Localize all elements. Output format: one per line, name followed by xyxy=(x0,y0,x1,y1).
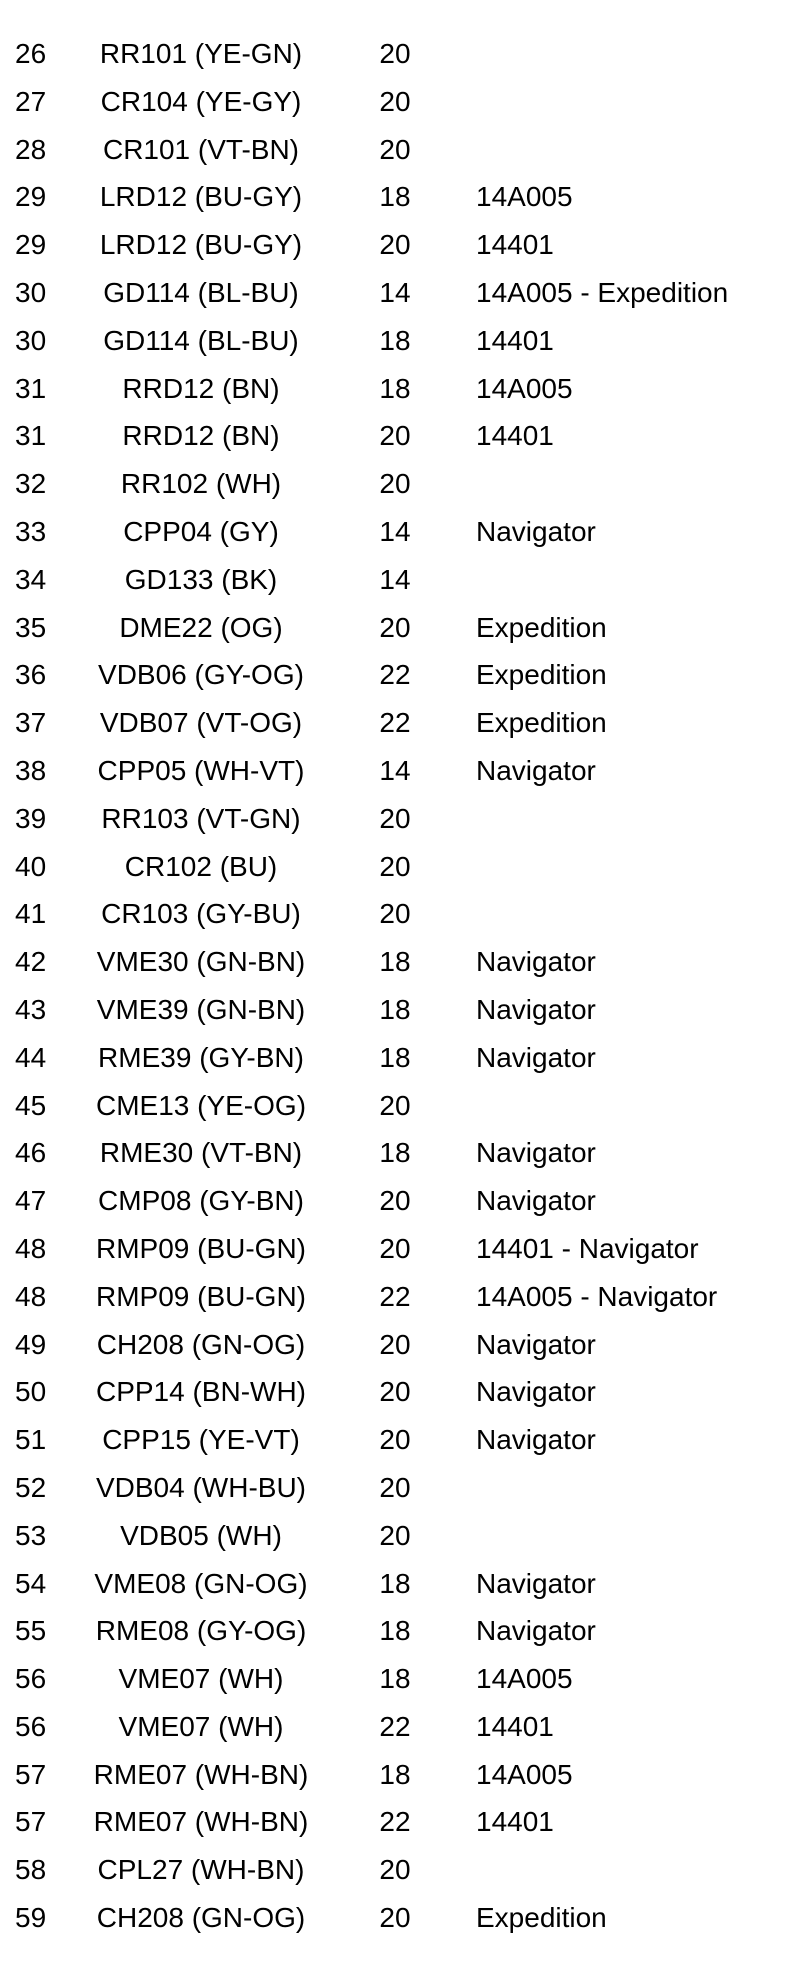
circuit-number-cell: 31 xyxy=(15,420,47,452)
table-row xyxy=(0,1416,788,1464)
wire-gauge-cell: 14 xyxy=(379,563,411,595)
wire-gauge-cell: 18 xyxy=(379,1663,411,1695)
application-note-cell: Navigator xyxy=(476,1424,596,1456)
wire-gauge-cell: 22 xyxy=(379,659,411,691)
table-row xyxy=(0,1703,788,1751)
wire-gauge-cell: 18 xyxy=(379,1567,411,1599)
circuit-code-cell: VME39 (GN-BN) xyxy=(96,993,306,1025)
circuit-code-cell: RR103 (VT-GN) xyxy=(101,802,301,834)
table-row xyxy=(0,1846,788,1894)
circuit-number-cell: 27 xyxy=(15,85,47,117)
circuit-code-cell: CPP15 (YE-VT) xyxy=(102,1424,300,1456)
circuit-code-cell: CPP05 (WH-VT) xyxy=(97,754,305,786)
application-note-cell: Expedition xyxy=(476,659,607,691)
table-row xyxy=(0,1225,788,1273)
application-note-cell: Expedition xyxy=(476,1902,607,1934)
circuit-number-cell: 44 xyxy=(15,1041,47,1073)
circuit-code-cell: LRD12 (BU-GY) xyxy=(99,229,303,261)
table-row xyxy=(0,986,788,1034)
circuit-number-cell: 53 xyxy=(15,1519,47,1551)
circuit-code-cell: CPP04 (GY) xyxy=(123,515,279,547)
circuit-number-cell: 43 xyxy=(15,993,47,1025)
application-note-cell: Navigator xyxy=(476,515,596,547)
circuit-code-cell: CR102 (BU) xyxy=(124,850,278,882)
application-note-cell: Expedition xyxy=(476,707,607,739)
table-row xyxy=(0,1368,788,1416)
table-row xyxy=(0,78,788,126)
wire-gauge-cell: 20 xyxy=(379,1519,411,1551)
circuit-code-cell: CH208 (GN-OG) xyxy=(96,1328,306,1360)
circuit-code-cell: CME13 (YE-OG) xyxy=(95,1089,307,1121)
application-note-cell: 14A005 xyxy=(476,372,573,404)
circuit-code-cell: CR101 (VT-BN) xyxy=(102,133,300,165)
wire-gauge-cell: 18 xyxy=(379,1041,411,1073)
circuit-code-cell: RR102 (WH) xyxy=(120,468,282,500)
wire-gauge-cell: 14 xyxy=(379,276,411,308)
table-row xyxy=(0,938,788,986)
wire-gauge-cell: 22 xyxy=(379,1280,411,1312)
circuit-code-cell: CR104 (YE-GY) xyxy=(100,85,302,117)
table-row xyxy=(0,269,788,317)
table-row xyxy=(0,1512,788,1560)
circuit-code-cell: GD114 (BL-BU) xyxy=(103,276,299,308)
application-note-cell: 14401 xyxy=(476,324,554,356)
circuit-number-cell: 58 xyxy=(15,1854,47,1886)
table-row xyxy=(0,699,788,747)
application-note-cell: Navigator xyxy=(476,993,596,1025)
wire-gauge-cell: 20 xyxy=(379,1376,411,1408)
table-row xyxy=(0,747,788,795)
circuit-code-cell: CPL27 (WH-BN) xyxy=(97,1854,305,1886)
application-note-cell: Navigator xyxy=(476,1376,596,1408)
circuit-code-cell: VME08 (GN-OG) xyxy=(94,1567,308,1599)
circuit-number-cell: 46 xyxy=(15,1137,47,1169)
circuit-code-cell: VME07 (WH) xyxy=(118,1710,284,1742)
application-note-cell: 14401 - Navigator xyxy=(476,1232,699,1264)
table-row xyxy=(0,1894,788,1942)
table-row xyxy=(0,1798,788,1846)
circuit-code-cell: CPP14 (BN-WH) xyxy=(95,1376,306,1408)
circuit-code-cell: VDB05 (WH) xyxy=(120,1519,282,1551)
circuit-number-cell: 40 xyxy=(15,850,47,882)
circuit-number-cell: 48 xyxy=(15,1232,47,1264)
table-row xyxy=(0,604,788,652)
circuit-number-cell: 45 xyxy=(15,1089,47,1121)
circuit-code-cell: RME07 (WH-BN) xyxy=(93,1758,309,1790)
wire-gauge-cell: 14 xyxy=(379,515,411,547)
wire-gauge-cell: 18 xyxy=(379,946,411,978)
application-note-cell: Navigator xyxy=(476,1328,596,1360)
circuit-code-cell: VME30 (GN-BN) xyxy=(96,946,306,978)
application-note-cell: Navigator xyxy=(476,1137,596,1169)
table-row xyxy=(0,556,788,604)
circuit-number-cell: 29 xyxy=(15,229,47,261)
circuit-number-cell: 28 xyxy=(15,133,47,165)
table-row xyxy=(0,173,788,221)
wire-gauge-cell: 20 xyxy=(379,133,411,165)
application-note-cell: Navigator xyxy=(476,1185,596,1217)
table-row xyxy=(0,1034,788,1082)
application-note-cell: Navigator xyxy=(476,946,596,978)
circuit-code-cell: RR101 (YE-GN) xyxy=(99,38,303,69)
wire-gauge-cell: 20 xyxy=(379,468,411,500)
circuit-number-cell: 59 xyxy=(15,1902,47,1934)
circuit-code-cell: RME07 (WH-BN) xyxy=(93,1806,309,1838)
wire-gauge-cell: 22 xyxy=(379,1806,411,1838)
application-note-cell: 14401 xyxy=(476,229,554,261)
table-row xyxy=(0,843,788,891)
table-row xyxy=(0,460,788,508)
wire-gauge-cell: 20 xyxy=(379,898,411,930)
wire-gauge-cell: 20 xyxy=(379,85,411,117)
circuit-number-cell: 55 xyxy=(15,1615,47,1647)
wire-gauge-cell: 20 xyxy=(379,1232,411,1264)
wire-gauge-cell: 20 xyxy=(379,1854,411,1886)
wire-gauge-cell: 18 xyxy=(379,993,411,1025)
table-row xyxy=(0,1751,788,1799)
application-note-cell: 14A005 - Navigator xyxy=(476,1280,718,1312)
circuit-code-cell: CR103 (GY-BU) xyxy=(101,898,301,930)
table-row xyxy=(0,1273,788,1321)
circuit-code-cell: RME08 (GY-OG) xyxy=(95,1615,307,1647)
circuit-number-cell: 48 xyxy=(15,1280,47,1312)
circuit-code-cell: RRD12 (BN) xyxy=(122,420,280,452)
wire-gauge-cell: 20 xyxy=(379,420,411,452)
wire-gauge-cell: 20 xyxy=(379,1902,411,1934)
circuit-number-cell: 57 xyxy=(15,1806,47,1838)
table-row xyxy=(0,1464,788,1512)
circuit-number-cell: 30 xyxy=(15,276,47,308)
application-note-cell: 14401 xyxy=(476,1806,554,1838)
wire-gauge-cell: 18 xyxy=(379,372,411,404)
circuit-table xyxy=(0,30,788,1942)
application-note-cell: 14A005 xyxy=(476,1758,573,1790)
table-row xyxy=(0,1321,788,1369)
wire-gauge-cell: 14 xyxy=(379,754,411,786)
circuit-number-cell: 50 xyxy=(15,1376,47,1408)
circuit-number-cell: 38 xyxy=(15,754,47,786)
wire-gauge-cell: 20 xyxy=(379,850,411,882)
circuit-number-cell: 41 xyxy=(15,898,47,930)
circuit-code-cell: RMP09 (BU-GN) xyxy=(95,1232,306,1264)
table-row xyxy=(0,126,788,174)
table-row xyxy=(0,1655,788,1703)
wire-gauge-cell: 18 xyxy=(379,181,411,213)
circuit-number-cell: 57 xyxy=(15,1758,47,1790)
application-note-cell: 14401 xyxy=(476,420,554,452)
circuit-code-cell: RMP09 (BU-GN) xyxy=(95,1280,306,1312)
table-row xyxy=(0,651,788,699)
circuit-number-cell: 54 xyxy=(15,1567,47,1599)
circuit-number-cell: 33 xyxy=(15,515,47,547)
circuit-number-cell: 35 xyxy=(15,611,47,643)
circuit-number-cell: 56 xyxy=(15,1710,47,1742)
circuit-number-cell: 32 xyxy=(15,468,47,500)
circuit-number-cell: 29 xyxy=(15,181,47,213)
circuit-code-cell: DME22 (OG) xyxy=(119,611,283,643)
circuit-code-cell: CMP08 (GY-BN) xyxy=(98,1185,304,1217)
table-row xyxy=(0,890,788,938)
table-row xyxy=(0,412,788,460)
table-row xyxy=(0,1129,788,1177)
application-note-cell: Expedition xyxy=(476,611,607,643)
wire-gauge-cell: 20 xyxy=(379,1471,411,1503)
circuit-number-cell: 51 xyxy=(15,1424,47,1456)
circuit-number-cell: 42 xyxy=(15,946,47,978)
circuit-number-cell: 47 xyxy=(15,1185,47,1217)
circuit-code-cell: GD114 (BL-BU) xyxy=(103,324,299,356)
circuit-code-cell: CH208 (GN-OG) xyxy=(96,1902,306,1934)
table-row xyxy=(0,1082,788,1130)
application-note-cell: 14A005 - Expedition xyxy=(476,276,729,308)
circuit-code-cell: VDB06 (GY-OG) xyxy=(98,659,304,691)
application-note-cell: Navigator xyxy=(476,1615,596,1647)
wire-gauge-cell: 18 xyxy=(379,324,411,356)
table-row xyxy=(0,365,788,413)
circuit-number-cell: 36 xyxy=(15,659,47,691)
application-note-cell: 14A005 xyxy=(476,1663,573,1695)
application-note-cell: Navigator xyxy=(476,754,596,786)
wire-gauge-cell: 20 xyxy=(379,611,411,643)
circuit-number-cell: 30 xyxy=(15,324,47,356)
circuit-code-cell: RRD12 (BN) xyxy=(122,372,280,404)
table-row xyxy=(0,317,788,365)
application-note-cell: Navigator xyxy=(476,1567,596,1599)
table-row xyxy=(0,795,788,843)
circuit-number-cell: 56 xyxy=(15,1663,47,1695)
circuit-code-cell: LRD12 (BU-GY) xyxy=(99,181,303,213)
wire-gauge-cell: 20 xyxy=(379,1328,411,1360)
wire-gauge-cell: 22 xyxy=(379,1710,411,1742)
circuit-number-cell: 26 xyxy=(15,38,47,69)
circuit-code-cell: RME30 (VT-BN) xyxy=(99,1137,303,1169)
table-row xyxy=(0,221,788,269)
wire-gauge-cell: 20 xyxy=(379,1424,411,1456)
wire-gauge-cell: 20 xyxy=(379,1089,411,1121)
application-note-cell: Navigator xyxy=(476,1041,596,1073)
circuit-code-cell: VME07 (WH) xyxy=(118,1663,284,1695)
table-row xyxy=(0,1177,788,1225)
circuit-number-cell: 49 xyxy=(15,1328,47,1360)
table-row xyxy=(0,1607,788,1655)
circuit-number-cell: 52 xyxy=(15,1471,47,1503)
circuit-code-cell: GD133 (BK) xyxy=(124,563,278,595)
application-note-cell: 14401 xyxy=(476,1710,554,1742)
circuit-code-cell: VDB04 (WH-BU) xyxy=(95,1471,306,1503)
circuit-code-cell: VDB07 (VT-OG) xyxy=(99,707,303,739)
wire-gauge-cell: 18 xyxy=(379,1615,411,1647)
table-row xyxy=(0,508,788,556)
table-row xyxy=(0,1560,788,1608)
circuit-number-cell: 39 xyxy=(15,802,47,834)
circuit-number-cell: 34 xyxy=(15,563,47,595)
wire-gauge-cell: 18 xyxy=(379,1758,411,1790)
wire-gauge-cell: 20 xyxy=(379,229,411,261)
wire-gauge-cell: 20 xyxy=(379,38,411,69)
application-note-cell: 14A005 xyxy=(476,181,573,213)
wire-gauge-cell: 18 xyxy=(379,1137,411,1169)
wire-gauge-cell: 22 xyxy=(379,707,411,739)
circuit-code-cell: RME39 (GY-BN) xyxy=(98,1041,304,1073)
circuit-number-cell: 37 xyxy=(15,707,47,739)
circuit-number-cell: 31 xyxy=(15,372,47,404)
table-row xyxy=(0,30,788,78)
wire-gauge-cell: 20 xyxy=(379,1185,411,1217)
wire-gauge-cell: 20 xyxy=(379,802,411,834)
